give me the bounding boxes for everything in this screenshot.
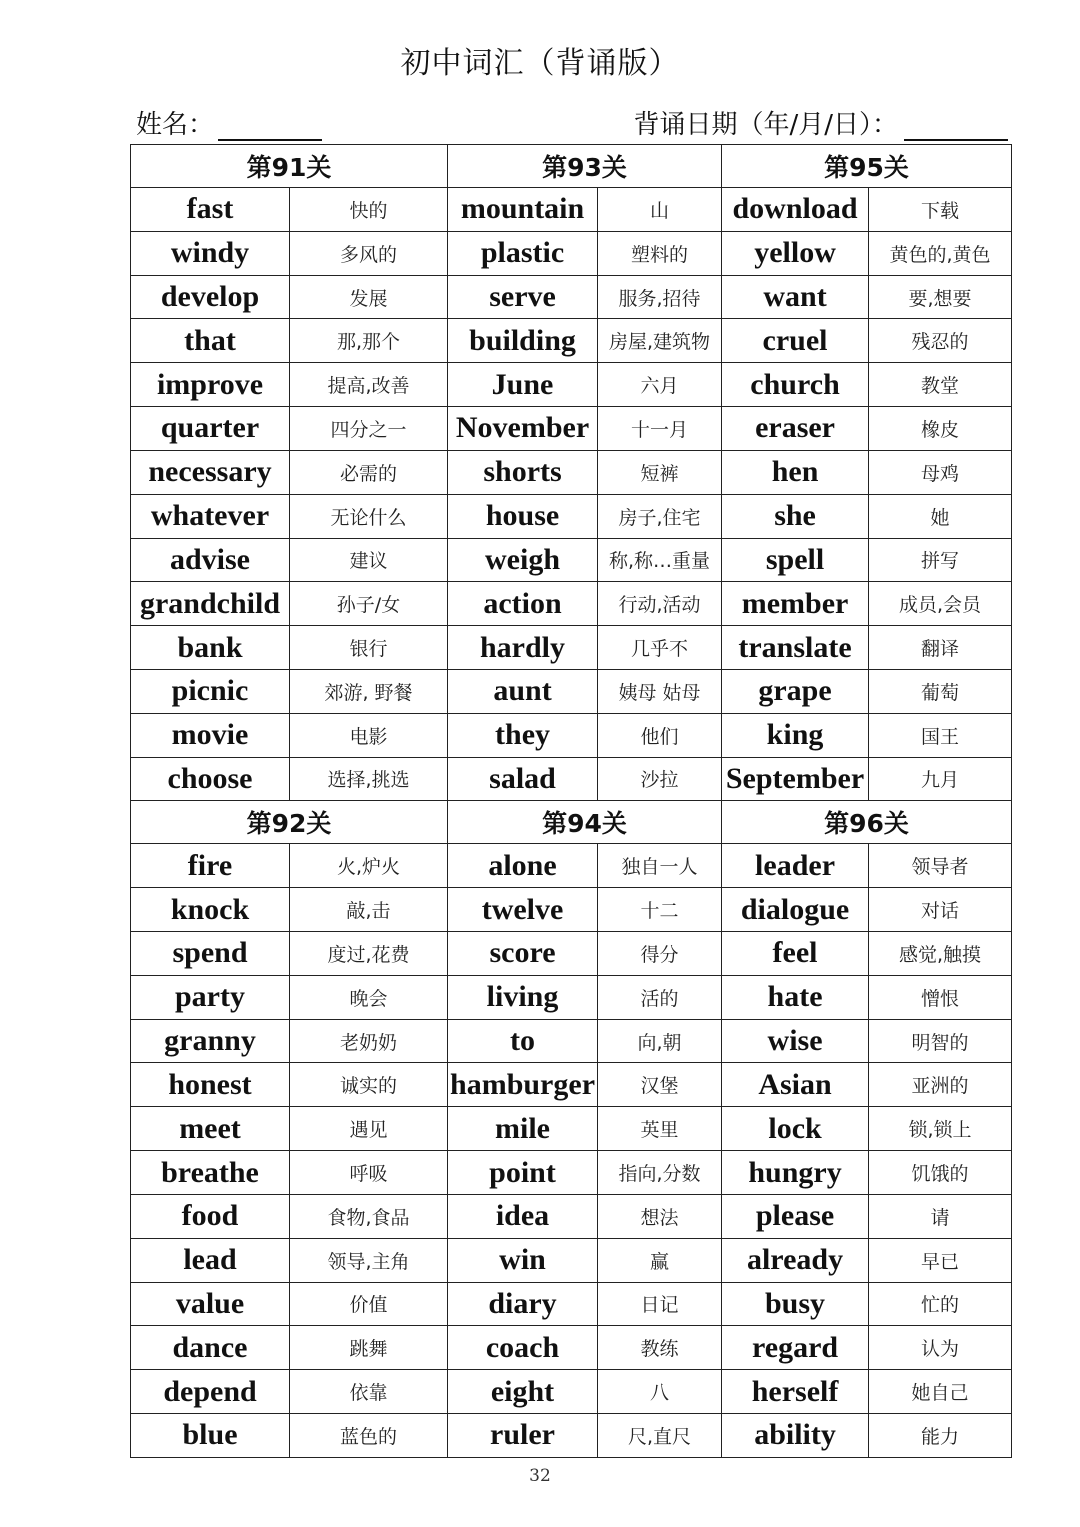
vocab-row [131, 1413, 1012, 1457]
english-word: coach [448, 1326, 598, 1370]
chinese-meaning: 活的 [598, 975, 722, 1019]
english-word: aunt [448, 669, 598, 713]
chinese-meaning: 食物,食品 [290, 1194, 448, 1238]
english-word: herself [722, 1370, 869, 1414]
vocab-row [131, 975, 1012, 1019]
chinese-meaning: 塑料的 [598, 231, 722, 275]
chinese-meaning: 无论什么 [290, 494, 448, 538]
chinese-meaning: 拼写 [869, 538, 1012, 582]
chinese-meaning: 亚洲的 [869, 1063, 1012, 1107]
chinese-meaning: 晚会 [290, 975, 448, 1019]
english-word: blue [131, 1413, 290, 1457]
chinese-meaning: 建议 [290, 538, 448, 582]
chinese-meaning: 明智的 [869, 1019, 1012, 1063]
vocab-row [131, 1194, 1012, 1238]
english-word: movie [131, 713, 290, 757]
chinese-meaning: 忙的 [869, 1282, 1012, 1326]
vocab-row [131, 626, 1012, 670]
english-word: grandchild [131, 582, 290, 626]
chinese-meaning: 英里 [598, 1107, 722, 1151]
chinese-meaning: 向,朝 [598, 1019, 722, 1063]
chinese-meaning: 遇见 [290, 1107, 448, 1151]
vocab-row [131, 582, 1012, 626]
english-word: hamburger [448, 1063, 598, 1107]
chinese-meaning: 汉堡 [598, 1063, 722, 1107]
english-word: win [448, 1238, 598, 1282]
level-header: 第91关 [131, 145, 448, 188]
english-word: building [448, 319, 598, 363]
chinese-meaning: 请 [869, 1194, 1012, 1238]
english-word: lock [722, 1107, 869, 1151]
chinese-meaning: 残忍的 [869, 319, 1012, 363]
english-word: breathe [131, 1151, 290, 1195]
level-header: 第93关 [448, 145, 722, 188]
chinese-meaning: 她自己 [869, 1370, 1012, 1414]
english-word: eight [448, 1370, 598, 1414]
english-word: grape [722, 669, 869, 713]
english-word: feel [722, 932, 869, 976]
chinese-meaning: 呼吸 [290, 1151, 448, 1195]
english-word: diary [448, 1282, 598, 1326]
vocab-row [131, 494, 1012, 538]
english-word: plastic [448, 231, 598, 275]
level-header-row [131, 801, 1012, 844]
english-word: mile [448, 1107, 598, 1151]
english-word: twelve [448, 888, 598, 932]
chinese-meaning: 憎恨 [869, 975, 1012, 1019]
english-word: choose [131, 757, 290, 801]
english-word: that [131, 319, 290, 363]
chinese-meaning: 日记 [598, 1282, 722, 1326]
english-word: regard [722, 1326, 869, 1370]
english-word: dialogue [722, 888, 869, 932]
chinese-meaning: 孙子/女 [290, 582, 448, 626]
english-word: leader [722, 844, 869, 888]
level-header: 第92关 [131, 801, 448, 844]
chinese-meaning: 诚实的 [290, 1063, 448, 1107]
chinese-meaning: 对话 [869, 888, 1012, 932]
english-word: hardly [448, 626, 598, 670]
chinese-meaning: 教练 [598, 1326, 722, 1370]
vocab-row [131, 188, 1012, 232]
vocab-row [131, 1282, 1012, 1326]
chinese-meaning: 多风的 [290, 231, 448, 275]
chinese-meaning: 十二 [598, 888, 722, 932]
chinese-meaning: 发展 [290, 275, 448, 319]
vocab-row [131, 1238, 1012, 1282]
chinese-meaning: 山 [598, 188, 722, 232]
english-word: serve [448, 275, 598, 319]
vocab-row [131, 275, 1012, 319]
vocab-row [131, 844, 1012, 888]
vocab-row [131, 363, 1012, 407]
chinese-meaning: 火,炉火 [290, 844, 448, 888]
english-word: idea [448, 1194, 598, 1238]
vocab-row [131, 757, 1012, 801]
english-word: to [448, 1019, 598, 1063]
english-word: food [131, 1194, 290, 1238]
date-blank[interactable] [904, 111, 1008, 141]
chinese-meaning: 依靠 [290, 1370, 448, 1414]
chinese-meaning: 蓝色的 [290, 1413, 448, 1457]
chinese-meaning: 九月 [869, 757, 1012, 801]
level-header-row [131, 145, 1012, 188]
english-word: member [722, 582, 869, 626]
chinese-meaning: 赢 [598, 1238, 722, 1282]
chinese-meaning: 快的 [290, 188, 448, 232]
chinese-meaning: 六月 [598, 363, 722, 407]
english-word: quarter [131, 407, 290, 451]
chinese-meaning: 锁,锁上 [869, 1107, 1012, 1151]
vocab-row [131, 1063, 1012, 1107]
english-word: necessary [131, 450, 290, 494]
chinese-meaning: 想法 [598, 1194, 722, 1238]
chinese-meaning: 价值 [290, 1282, 448, 1326]
english-word: lead [131, 1238, 290, 1282]
vocab-row [131, 932, 1012, 976]
english-word: want [722, 275, 869, 319]
chinese-meaning: 房子,住宅 [598, 494, 722, 538]
chinese-meaning: 必需的 [290, 450, 448, 494]
english-word: Asian [722, 1063, 869, 1107]
chinese-meaning: 翻译 [869, 626, 1012, 670]
chinese-meaning: 服务,招待 [598, 275, 722, 319]
english-word: honest [131, 1063, 290, 1107]
chinese-meaning: 跳舞 [290, 1326, 448, 1370]
chinese-meaning: 提高,改善 [290, 363, 448, 407]
vocab-row [131, 231, 1012, 275]
vocab-row [131, 407, 1012, 451]
english-word: alone [448, 844, 598, 888]
english-word: point [448, 1151, 598, 1195]
english-word: meet [131, 1107, 290, 1151]
english-word: granny [131, 1019, 290, 1063]
english-word: king [722, 713, 869, 757]
english-word: weigh [448, 538, 598, 582]
chinese-meaning: 选择,挑选 [290, 757, 448, 801]
english-word: November [448, 407, 598, 451]
english-word: already [722, 1238, 869, 1282]
english-word: download [722, 188, 869, 232]
chinese-meaning: 行动,活动 [598, 582, 722, 626]
chinese-meaning: 指向,分数 [598, 1151, 722, 1195]
chinese-meaning: 她 [869, 494, 1012, 538]
english-word: score [448, 932, 598, 976]
english-word: wise [722, 1019, 869, 1063]
english-word: spell [722, 538, 869, 582]
english-word: whatever [131, 494, 290, 538]
vocab-row [131, 669, 1012, 713]
page-number: 32 [529, 1466, 551, 1486]
chinese-meaning: 短裤 [598, 450, 722, 494]
chinese-meaning: 四分之一 [290, 407, 448, 451]
page-title: 初中词汇（背诵版） [400, 46, 680, 81]
english-word: action [448, 582, 598, 626]
english-word: fire [131, 844, 290, 888]
english-word: knock [131, 888, 290, 932]
chinese-meaning: 电影 [290, 713, 448, 757]
english-word: picnic [131, 669, 290, 713]
vocab-row [131, 450, 1012, 494]
english-word: busy [722, 1282, 869, 1326]
vocab-row [131, 888, 1012, 932]
english-word: salad [448, 757, 598, 801]
english-word: house [448, 494, 598, 538]
level-header: 第94关 [448, 801, 722, 844]
chinese-meaning: 成员,会员 [869, 582, 1012, 626]
english-word: they [448, 713, 598, 757]
name-field [136, 104, 322, 141]
english-word: windy [131, 231, 290, 275]
english-word: dance [131, 1326, 290, 1370]
vocab-row [131, 1370, 1012, 1414]
chinese-meaning: 敲,击 [290, 888, 448, 932]
vocab-row [131, 1326, 1012, 1370]
chinese-meaning: 葡萄 [869, 669, 1012, 713]
chinese-meaning: 感觉,触摸 [869, 932, 1012, 976]
english-word: shorts [448, 450, 598, 494]
chinese-meaning: 八 [598, 1370, 722, 1414]
chinese-meaning: 橡皮 [869, 407, 1012, 451]
chinese-meaning: 老奶奶 [290, 1019, 448, 1063]
chinese-meaning: 领导者 [869, 844, 1012, 888]
english-word: ruler [448, 1413, 598, 1457]
vocab-table [130, 144, 1012, 1458]
chinese-meaning: 几乎不 [598, 626, 722, 670]
english-word: advise [131, 538, 290, 582]
english-word: yellow [722, 231, 869, 275]
english-word: translate [722, 626, 869, 670]
chinese-meaning: 银行 [290, 626, 448, 670]
chinese-meaning: 国王 [869, 713, 1012, 757]
chinese-meaning: 早已 [869, 1238, 1012, 1282]
chinese-meaning: 房屋,建筑物 [598, 319, 722, 363]
english-word: mountain [448, 188, 598, 232]
chinese-meaning: 黄色的,黄色 [869, 231, 1012, 275]
english-word: church [722, 363, 869, 407]
level-header: 第95关 [722, 145, 1012, 188]
english-word: party [131, 975, 290, 1019]
date-label: 背诵日期（年/月/日）： [633, 110, 898, 140]
english-word: value [131, 1282, 290, 1326]
english-word: September [722, 757, 869, 801]
level-header: 第96关 [722, 801, 1012, 844]
chinese-meaning: 他们 [598, 713, 722, 757]
english-word: ability [722, 1413, 869, 1457]
chinese-meaning: 称,称…重量 [598, 538, 722, 582]
chinese-meaning: 姨母 姑母 [598, 669, 722, 713]
vocab-row [131, 1107, 1012, 1151]
date-field [633, 104, 1008, 141]
english-word: hungry [722, 1151, 869, 1195]
english-word: fast [131, 188, 290, 232]
english-word: improve [131, 363, 290, 407]
english-word: hate [722, 975, 869, 1019]
chinese-meaning: 尺,直尺 [598, 1413, 722, 1457]
english-word: she [722, 494, 869, 538]
chinese-meaning: 郊游, 野餐 [290, 669, 448, 713]
chinese-meaning: 独自一人 [598, 844, 722, 888]
chinese-meaning: 饥饿的 [869, 1151, 1012, 1195]
chinese-meaning: 母鸡 [869, 450, 1012, 494]
english-word: spend [131, 932, 290, 976]
vocab-row [131, 319, 1012, 363]
english-word: bank [131, 626, 290, 670]
chinese-meaning: 能力 [869, 1413, 1012, 1457]
chinese-meaning: 要,想要 [869, 275, 1012, 319]
chinese-meaning: 得分 [598, 932, 722, 976]
english-word: depend [131, 1370, 290, 1414]
chinese-meaning: 度过,花费 [290, 932, 448, 976]
english-word: living [448, 975, 598, 1019]
english-word: please [722, 1194, 869, 1238]
chinese-meaning: 认为 [869, 1326, 1012, 1370]
chinese-meaning: 沙拉 [598, 757, 722, 801]
english-word: cruel [722, 319, 869, 363]
english-word: eraser [722, 407, 869, 451]
chinese-meaning: 那,那个 [290, 319, 448, 363]
english-word: June [448, 363, 598, 407]
chinese-meaning: 教堂 [869, 363, 1012, 407]
vocab-row [131, 538, 1012, 582]
english-word: develop [131, 275, 290, 319]
chinese-meaning: 领导,主角 [290, 1238, 448, 1282]
chinese-meaning: 下载 [869, 188, 1012, 232]
chinese-meaning: 十一月 [598, 407, 722, 451]
vocab-row [131, 1151, 1012, 1195]
name-blank[interactable] [218, 111, 322, 141]
vocab-row [131, 1019, 1012, 1063]
english-word: hen [722, 450, 869, 494]
vocab-row [131, 713, 1012, 757]
name-label: 姓名： [136, 110, 215, 140]
